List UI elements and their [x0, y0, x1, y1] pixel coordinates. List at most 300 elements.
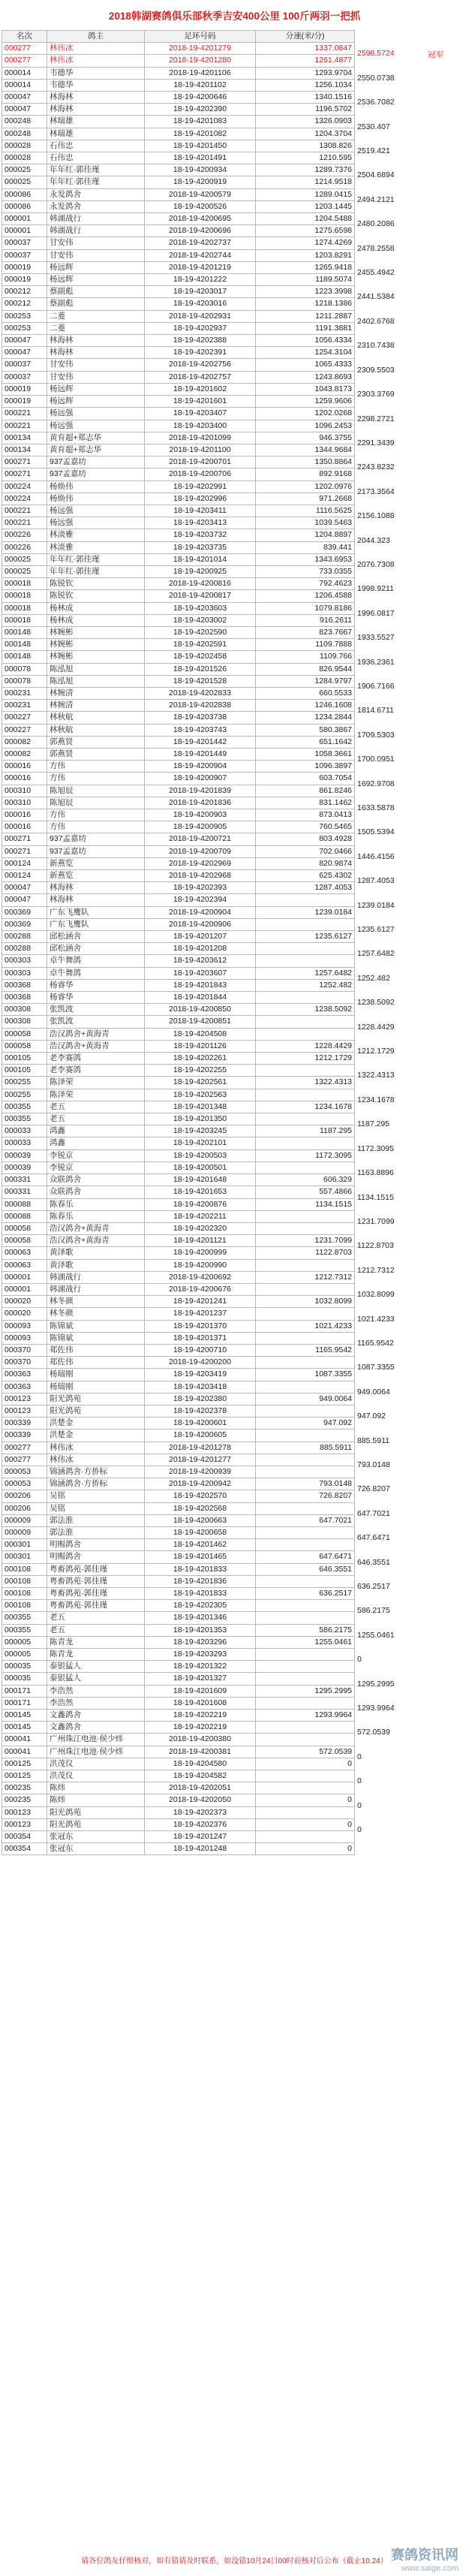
rank-cell: 000047	[2, 347, 47, 359]
speed-cell: 1257.6482	[256, 967, 355, 979]
pair-total: 726.8207	[357, 1484, 390, 1493]
rank-cell: 000227	[2, 724, 47, 736]
ring-cell: 2018-19-4202969	[145, 857, 256, 869]
speed-cell: 1191.3881	[256, 322, 355, 334]
speed-cell: 947.092	[256, 1418, 355, 1430]
table-row	[2, 1794, 355, 1806]
pair-total: 2494.2121	[357, 195, 395, 204]
rank-cell: 000134	[2, 444, 47, 456]
rank-cell: 000005	[2, 1649, 47, 1661]
owner-cell: 洪楚金	[47, 1418, 145, 1430]
table-row	[2, 1222, 355, 1234]
owner-cell: 李浩然	[47, 1697, 145, 1709]
ring-cell: 18-19-4201491	[145, 152, 256, 164]
speed-cell: 1043.8173	[256, 383, 355, 395]
owner-cell: 粤畜鸽苑·郭佳瑾	[47, 1575, 145, 1587]
pair-total: 0	[357, 1825, 362, 1834]
pair-total: 1322.4313	[357, 1071, 395, 1080]
speed-cell	[256, 1502, 355, 1514]
table-row	[2, 1040, 355, 1052]
pair-total: 1122.8703	[357, 1241, 394, 1250]
rank-cell: 000145	[2, 1710, 47, 1722]
pair-total: 647.6471	[357, 1533, 390, 1542]
ring-cell: 18-19-4203411	[145, 505, 256, 517]
owner-cell: 杨睿华	[47, 992, 145, 1004]
owner-cell: 陈泓旭	[47, 675, 145, 687]
pair-total: 586.2175	[357, 1606, 390, 1615]
rank-cell: 000221	[2, 420, 47, 432]
table-row	[2, 1734, 355, 1746]
owner-cell: 杨远强	[47, 505, 145, 517]
pair-total: 793.0148	[357, 1460, 390, 1469]
owner-cell: 甘安伟	[47, 237, 145, 249]
owner-cell: 文鑫鸽舍	[47, 1722, 145, 1734]
rank-cell: 000124	[2, 870, 47, 882]
speed-cell: 1287.4053	[256, 882, 355, 894]
ring-cell: 2018-19-4200939	[145, 1466, 256, 1478]
rank-cell: 000339	[2, 1418, 47, 1430]
owner-cell: 锦涵鸽舍·方侨标	[47, 1478, 145, 1490]
pair-total: 1936.2361	[357, 657, 395, 667]
owner-cell: 方伟	[47, 821, 145, 833]
rank-cell: 000212	[2, 286, 47, 298]
rank-cell: 000171	[2, 1685, 47, 1697]
table-row	[2, 200, 355, 212]
speed-cell	[256, 1526, 355, 1538]
ring-cell: 2018-19-4200676	[145, 1283, 256, 1295]
speed-cell: 572.0539	[256, 1746, 355, 1758]
speed-cell	[256, 1222, 355, 1234]
speed-cell: 1243.8693	[256, 371, 355, 383]
table-row	[2, 553, 355, 565]
table-row	[2, 1369, 355, 1381]
owner-cell: 937孟嘉坊	[47, 456, 145, 469]
speed-cell: 1254.3104	[256, 347, 355, 359]
ring-cell: 18-19-4203407	[145, 408, 256, 420]
table-row	[2, 225, 355, 237]
owner-cell: 林伟冰	[47, 43, 145, 55]
table-row	[2, 1454, 355, 1466]
table-row	[2, 918, 355, 930]
rank-cell: 000125	[2, 1770, 47, 1782]
table-row	[2, 809, 355, 821]
watermark-brand: 赛鸽资讯网	[391, 2547, 458, 2562]
owner-cell: 韦德华	[47, 79, 145, 91]
table-row	[2, 1174, 355, 1186]
ring-cell: 18-19-4203293	[145, 1649, 256, 1661]
rank-cell: 000001	[2, 1271, 47, 1283]
owner-cell: 林婉彬	[47, 639, 145, 651]
rank-cell: 000221	[2, 505, 47, 517]
rank-cell: 000123	[2, 1818, 47, 1830]
ring-cell: 2018-19-4200709	[145, 845, 256, 857]
owner-cell: 年年红·郭佳瑾	[47, 164, 145, 176]
rank-cell: 000339	[2, 1430, 47, 1442]
rank-cell: 000082	[2, 748, 47, 760]
ring-cell: 18-19-4200646	[145, 92, 256, 104]
speed-cell: 557.4866	[256, 1186, 355, 1198]
speed-cell: 0	[256, 1794, 355, 1806]
column-header: 足环号码	[145, 31, 256, 43]
rank-cell: 000363	[2, 1369, 47, 1381]
owner-cell: 锦涵鸽舍·方侨标	[47, 1466, 145, 1478]
ring-cell: 18-19-4201322	[145, 1661, 256, 1673]
owner-cell: 林海林	[47, 894, 145, 906]
table-row	[2, 493, 355, 505]
speed-cell: 646.3551	[256, 1563, 355, 1575]
ring-cell: 18-19-4203607	[145, 967, 256, 979]
ring-cell: 18-19-4202380	[145, 1393, 256, 1405]
results-table	[2, 30, 355, 1855]
ring-cell: 18-19-4201327	[145, 1673, 256, 1685]
rank-cell: 000369	[2, 906, 47, 918]
pair-total: 0	[357, 1776, 362, 1785]
ring-cell: 2018-19-4202051	[145, 1782, 256, 1794]
table-row	[2, 322, 355, 334]
speed-cell: 1196.5702	[256, 104, 355, 116]
rank-cell: 000288	[2, 931, 47, 943]
owner-cell: 卓牛舞鸽	[47, 967, 145, 979]
owner-cell: 陈锦斌	[47, 1332, 145, 1344]
table-row	[2, 602, 355, 614]
ring-cell: 18-19-4201014	[145, 553, 256, 565]
rank-cell: 000018	[2, 578, 47, 590]
table-row	[2, 1806, 355, 1818]
owner-cell: 林海林	[47, 92, 145, 104]
speed-cell: 1246.1608	[256, 700, 355, 712]
table-row	[2, 79, 355, 91]
owner-cell: 林海林	[47, 335, 145, 347]
table-row	[2, 335, 355, 347]
ring-cell: 2018-19-4202931	[145, 310, 256, 322]
speed-cell: 760.5465	[256, 821, 355, 833]
pair-total: 2536.7082	[357, 98, 395, 107]
speed-cell: 586.2175	[256, 1624, 355, 1636]
speed-cell: 1165.9542	[256, 1344, 355, 1356]
ring-cell: 18-19-4201222	[145, 274, 256, 286]
speed-cell: 1234.2844	[256, 712, 355, 724]
owner-cell: 甘安伟	[47, 371, 145, 383]
rank-cell: 000019	[2, 383, 47, 395]
speed-cell	[256, 955, 355, 967]
table-row	[2, 164, 355, 176]
rank-cell: 000301	[2, 1539, 47, 1551]
table-row	[2, 1028, 355, 1040]
rank-cell: 000088	[2, 1210, 47, 1222]
owner-cell: 众联鸽舍	[47, 1174, 145, 1186]
owner-cell: 杨远强	[47, 420, 145, 432]
rank-cell: 000053	[2, 1478, 47, 1490]
pair-total: 2504.6894	[357, 170, 395, 179]
ring-cell: 18-19-4201241	[145, 1296, 256, 1308]
owner-cell: 明赐鸽舍	[47, 1539, 145, 1551]
speed-cell	[256, 1016, 355, 1028]
owner-cell: 广州珠江电池·侯少炜	[47, 1734, 145, 1746]
owner-cell: 林冬颜	[47, 1296, 145, 1308]
rank-cell: 000041	[2, 1746, 47, 1758]
table-row	[2, 1624, 355, 1636]
owner-cell: 永发鸽舍	[47, 188, 145, 200]
column-header: 分速(米/分)	[256, 31, 355, 43]
speed-cell: 1116.5625	[256, 505, 355, 517]
table-row	[2, 188, 355, 200]
owner-cell: 李锐京	[47, 1161, 145, 1174]
table-row	[2, 1636, 355, 1648]
table-row	[2, 639, 355, 651]
rank-cell: 000354	[2, 1843, 47, 1855]
speed-cell	[256, 1697, 355, 1709]
ring-cell: 18-19-4201526	[145, 663, 256, 675]
ring-cell: 18-19-4204580	[145, 1758, 256, 1770]
speed-cell	[256, 1161, 355, 1174]
speed-cell	[256, 1649, 355, 1661]
ring-cell: 18-19-4203400	[145, 420, 256, 432]
ring-cell: 2018-19-4200816	[145, 578, 256, 590]
speed-cell: 1172.3095	[256, 1149, 355, 1161]
table-row	[2, 590, 355, 602]
owner-cell: 老五	[47, 1612, 145, 1624]
table-row	[2, 1770, 355, 1782]
pair-total: 1087.3355	[357, 1363, 395, 1372]
owner-cell: 杨远辉	[47, 261, 145, 273]
table-row	[2, 383, 355, 395]
owner-cell: 林瑞雄	[47, 116, 145, 128]
rank-cell: 000108	[2, 1563, 47, 1575]
pair-total: 1163.8896	[357, 1168, 394, 1177]
owner-cell: 林伟冰	[47, 1454, 145, 1466]
pair-total: 2310.7438	[357, 341, 395, 350]
speed-cell	[256, 1308, 355, 1320]
rank-cell: 000018	[2, 614, 47, 626]
owner-cell: 粤畜鸽苑·郭佳瑾	[47, 1563, 145, 1575]
owner-cell: 二菱	[47, 310, 145, 322]
rank-cell: 000310	[2, 785, 47, 797]
speed-cell	[256, 1770, 355, 1782]
rank-cell: 000018	[2, 602, 47, 614]
table-row	[2, 797, 355, 809]
speed-cell: 1056.4334	[256, 335, 355, 347]
owner-cell: 黄育超+郑志华	[47, 432, 145, 444]
ring-cell: 18-19-4203296	[145, 1636, 256, 1648]
owner-cell: 陈锦斌	[47, 1320, 145, 1332]
table-row	[2, 565, 355, 577]
rank-cell: 000224	[2, 481, 47, 493]
ring-cell: 18-19-4203603	[145, 602, 256, 614]
speed-cell: 1203.8291	[256, 249, 355, 261]
rank-cell: 000019	[2, 396, 47, 408]
table-row	[2, 1685, 355, 1697]
pair-total: 2156.1088	[357, 511, 395, 520]
rank-cell: 000014	[2, 67, 47, 79]
speed-cell: 1202.0268	[256, 408, 355, 420]
rank-cell: 000227	[2, 712, 47, 724]
ring-cell: 18-19-4201350	[145, 1113, 256, 1125]
rank-cell: 000206	[2, 1490, 47, 1502]
table-row	[2, 1575, 355, 1587]
speed-cell: 916.2611	[256, 614, 355, 626]
speed-cell: 1087.3355	[256, 1369, 355, 1381]
table-row	[2, 1418, 355, 1430]
ring-cell: 18-19-4202458	[145, 651, 256, 663]
speed-cell: 733.0355	[256, 565, 355, 577]
ring-cell: 18-19-4202591	[145, 639, 256, 651]
ring-cell: 18-19-4200501	[145, 1161, 256, 1174]
ring-cell: 18-19-4201836	[145, 1575, 256, 1587]
table-row	[2, 1186, 355, 1198]
table-row	[2, 1490, 355, 1502]
table-row	[2, 1831, 355, 1843]
column-header: 名次	[2, 31, 47, 43]
table-row	[2, 626, 355, 638]
table-row	[2, 1405, 355, 1417]
table-row	[2, 286, 355, 298]
owner-cell: 粤畜鸽苑·郭佳瑾	[47, 1588, 145, 1600]
speed-cell: 1039.5463	[256, 517, 355, 529]
owner-cell: 文鑫鸽舍	[47, 1710, 145, 1722]
table-row	[2, 1514, 355, 1526]
owner-cell: 韩湖战行	[47, 1283, 145, 1295]
ring-cell: 18-19-4200658	[145, 1526, 256, 1538]
pair-total: 1235.6127	[357, 925, 395, 934]
owner-cell: 方伟	[47, 773, 145, 785]
ring-cell: 18-19-4200876	[145, 1198, 256, 1210]
owner-cell: 林婉彬	[47, 651, 145, 663]
rank-cell: 000248	[2, 116, 47, 128]
rank-cell: 000035	[2, 1661, 47, 1673]
speed-cell: 1234.1678	[256, 1101, 355, 1113]
speed-cell: 1235.6127	[256, 931, 355, 943]
speed-cell: 1109.7888	[256, 639, 355, 651]
table-row	[2, 1308, 355, 1320]
ring-cell: 18-19-4200904	[145, 761, 256, 773]
pair-total: 1021.4233	[357, 1314, 395, 1324]
rank-cell: 000253	[2, 310, 47, 322]
pair-total: 0	[357, 1800, 362, 1810]
pair-total: 572.0539	[357, 1728, 390, 1737]
owner-cell: 浩汉鸽舍+黄海青	[47, 1028, 145, 1040]
owner-cell: 陈炜	[47, 1782, 145, 1794]
table-row	[2, 128, 355, 140]
owner-cell: 广州珠江电池·侯少炜	[47, 1746, 145, 1758]
ring-cell: 18-19-4202394	[145, 894, 256, 906]
ring-cell: 18-19-4202255	[145, 1065, 256, 1077]
table-row	[2, 1758, 355, 1770]
column-header: 鸽主	[47, 31, 145, 43]
ring-cell: 18-19-4200526	[145, 200, 256, 212]
rank-cell: 000058	[2, 1028, 47, 1040]
ring-cell: 18-19-4201449	[145, 748, 256, 760]
ring-cell: 18-19-4203413	[145, 517, 256, 529]
pair-total: 2402.6768	[357, 317, 395, 326]
pair-total: 1238.5092	[357, 998, 395, 1007]
pair-total: 1996.0817	[357, 609, 395, 618]
rank-cell: 000277	[2, 1454, 47, 1466]
owner-cell: 杨远强	[47, 408, 145, 420]
ring-cell: 2018-19-4201278	[145, 1442, 256, 1454]
ring-cell: 2018-19-4200851	[145, 1016, 256, 1028]
rank-cell: 000037	[2, 359, 47, 371]
owner-cell: 洪楚金	[47, 1430, 145, 1442]
speed-cell	[256, 1722, 355, 1734]
owner-cell: 邱松涵舍	[47, 931, 145, 943]
ring-cell: 18-19-4200990	[145, 1259, 256, 1271]
table-row	[2, 1782, 355, 1794]
rank-cell: 000231	[2, 700, 47, 712]
owner-cell: 陈锐钦	[47, 578, 145, 590]
table-row	[2, 955, 355, 967]
table-row	[2, 104, 355, 116]
pair-total: 2291.3439	[357, 438, 395, 447]
table-row	[2, 469, 355, 481]
rank-cell: 000370	[2, 1357, 47, 1369]
ring-cell: 18-19-4201353	[145, 1624, 256, 1636]
pair-total: 636.2517	[357, 1582, 390, 1591]
ring-cell: 18-19-4201450	[145, 140, 256, 152]
pair-total: 1187.295	[357, 1119, 390, 1128]
speed-cell	[256, 1600, 355, 1612]
pair-total: 1692.9708	[357, 779, 395, 788]
rank-cell: 000331	[2, 1186, 47, 1198]
speed-cell: 831.1462	[256, 797, 355, 809]
owner-cell: 老五	[47, 1101, 145, 1113]
owner-cell: 林伟冰	[47, 55, 145, 67]
ring-cell: 18-19-4200934	[145, 164, 256, 176]
owner-cell: 林秋航	[47, 724, 145, 736]
table-row	[2, 1526, 355, 1538]
owner-cell: 杨远辉	[47, 274, 145, 286]
pair-total: 1134.1515	[357, 1192, 394, 1202]
rank-cell: 000310	[2, 797, 47, 809]
owner-cell: 广东飞鹰队	[47, 918, 145, 930]
owner-cell: 郑佐伟	[47, 1344, 145, 1356]
table-row	[2, 845, 355, 857]
rank-cell: 000355	[2, 1624, 47, 1636]
speed-cell: 1187.295	[256, 1125, 355, 1137]
pair-total: 2303.3769	[357, 390, 395, 399]
table-row	[2, 481, 355, 493]
speed-cell: 1206.4588	[256, 590, 355, 602]
speed-cell: 647.7021	[256, 1514, 355, 1526]
ring-cell: 2018-19-4202838	[145, 700, 256, 712]
speed-cell: 873.0413	[256, 809, 355, 821]
table-row	[2, 1722, 355, 1734]
ring-cell: 18-19-4201346	[145, 1612, 256, 1624]
owner-cell: 杨睿华	[47, 979, 145, 991]
table-row	[2, 943, 355, 955]
table-row	[2, 906, 355, 918]
speed-cell: 1261.4877	[256, 55, 355, 67]
table-row	[2, 1125, 355, 1137]
speed-cell: 1289.0415	[256, 188, 355, 200]
rank-cell: 000277	[2, 55, 47, 67]
owner-cell: 洪茂仪	[47, 1770, 145, 1782]
owner-cell: 鸿鑫	[47, 1137, 145, 1149]
speed-cell: 885.5911	[256, 1442, 355, 1454]
table-row	[2, 1235, 355, 1247]
ring-cell: 18-19-4202211	[145, 1210, 256, 1222]
owner-cell: 郑佐伟	[47, 1357, 145, 1369]
speed-cell: 826.9544	[256, 663, 355, 675]
rank-cell: 000047	[2, 104, 47, 116]
table-row	[2, 1296, 355, 1308]
speed-cell	[256, 1831, 355, 1843]
ring-cell: 18-19-4201462	[145, 1539, 256, 1551]
ring-cell: 18-19-4202101	[145, 1137, 256, 1149]
table-row	[2, 1210, 355, 1222]
owner-cell: 韩湖战行	[47, 1271, 145, 1283]
ring-cell: 18-19-4200919	[145, 176, 256, 188]
rank-cell: 000041	[2, 1734, 47, 1746]
